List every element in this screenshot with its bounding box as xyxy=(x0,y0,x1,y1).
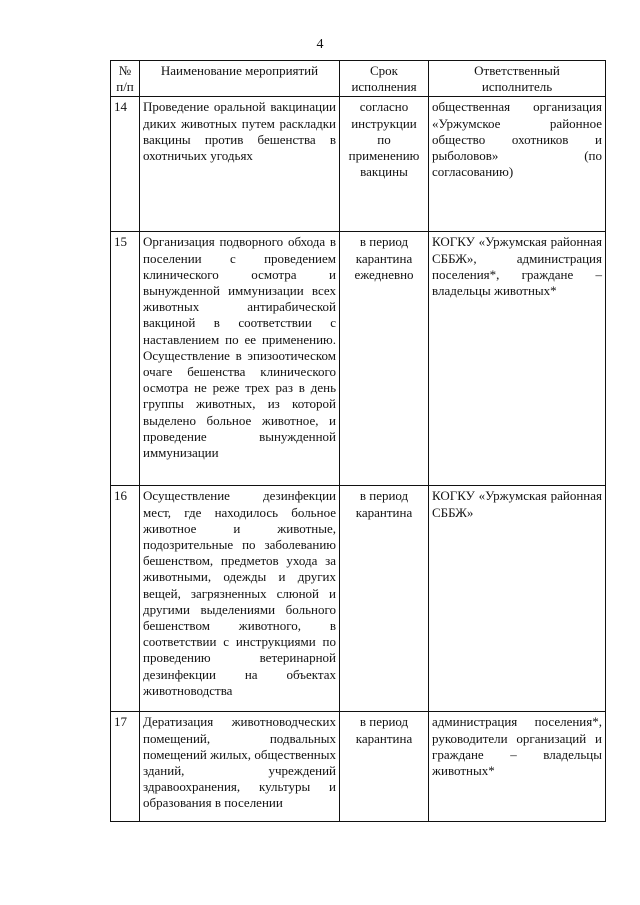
table-header xyxy=(111,61,606,97)
table-body xyxy=(111,97,606,822)
header-num: № п/п xyxy=(111,61,140,97)
row-number: 17 xyxy=(111,712,140,822)
measure-term: в период карантина xyxy=(340,486,429,712)
measure-responsible: общественная организация «Уржумское районное общество охотников и рыболовов» (по согласованию) xyxy=(429,97,606,232)
measure-responsible: КОГКУ «Уржумская районная СББЖ», администрация поселения*, граждане – владельцы животных* xyxy=(429,232,606,486)
header-term: Срок исполнения xyxy=(340,61,429,97)
row-number: 15 xyxy=(111,232,140,486)
table-row xyxy=(111,232,606,486)
table-row xyxy=(111,97,606,232)
page-number: 4 xyxy=(316,37,324,52)
row-number: 14 xyxy=(111,97,140,232)
measure-term: в период карантина ежедневно xyxy=(340,232,429,486)
measure-name: Осуществление дезинфекции мест, где находилось больное животное и животные, подозрительные по заболеванию бешенством, предметов ухода за животными, одежды и других вещей, загрязненных слюной и другими выделениями больного бешенством животного, в соответствии с инструкциями по проведению ветеринарной дезинфекции на объектах животноводства xyxy=(140,486,340,712)
header-name: Наименование мероприятий xyxy=(140,61,340,97)
measure-responsible: КОГКУ «Уржумская районная СББЖ» xyxy=(429,486,606,712)
table-row xyxy=(111,486,606,712)
table-row xyxy=(111,712,606,822)
measure-term: согласно инструкции по применению вакцины xyxy=(340,97,429,232)
measures-table xyxy=(110,60,606,822)
measure-name: Дератизация животноводческих помещений, подвальных помещений жилых, общественных зданий, учреждений здравоохранения, культуры и образования в поселении xyxy=(140,712,340,822)
header-row xyxy=(111,61,606,97)
measure-name: Организация подворного обхода в поселении с проведением клинического осмотра и вынужденной иммунизации всех животных антирабической вакциной в соответствии с наставлением по ее применению. Осуществление в эпизоотическом очаге бешенства клинического осмотра не реже трех раз в день группы животных, из которой выделено больное животное, и проведение вынужденной иммунизации xyxy=(140,232,340,486)
row-number: 16 xyxy=(111,486,140,712)
header-responsible: Ответственный исполнитель xyxy=(429,61,606,97)
measure-responsible: администрация поселения*, руководители организаций и граждане – владельцы животных* xyxy=(429,712,606,822)
measure-name: Проведение оральной вакцинации диких животных путем раскладки вакцины против бешенства в охотничьих угодьях xyxy=(140,97,340,232)
measure-term: в период карантина xyxy=(340,712,429,822)
